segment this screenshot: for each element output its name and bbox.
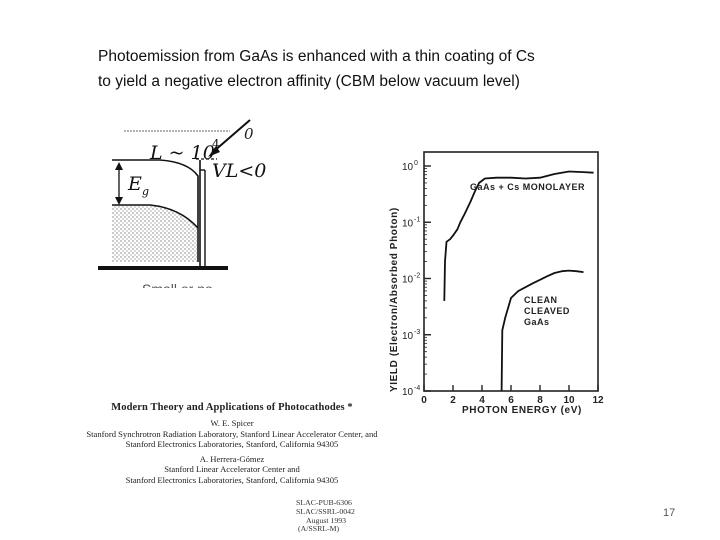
report-number-1: SLAC-PUB-6306: [296, 498, 352, 507]
report-number-2: SLAC/SSRL-0042: [296, 506, 355, 516]
affiliation-2b: Stanford Electronics Laboratories, Stanford, California 94305: [125, 474, 339, 485]
author-1: W. E. Spicer: [210, 418, 254, 428]
y-tick-label-exp: -1: [414, 216, 421, 224]
x-axis-label: PHOTON ENERGY (eV): [462, 405, 582, 416]
length-label: L ~ 10: [150, 142, 215, 164]
series-label-clean-line1: CLEAN: [524, 295, 558, 305]
affiliation-1a: Stanford Synchrotron Radiation Laboratory, Stanford Linear Accelerator Center, and: [86, 428, 378, 439]
y-axis-label: YIELD (Electron/Absorbed Photon): [389, 207, 400, 392]
y-tick-label-base: 10: [402, 387, 414, 398]
report-date: August 1993: [306, 515, 347, 525]
cut-off-label: Small or no: [142, 281, 213, 297]
eg-label-sub: g: [142, 185, 150, 198]
affiliation-1b: Stanford Electronics Laboratories, Stanford, California 94305: [125, 439, 339, 450]
zero-label: 0: [244, 125, 254, 143]
series-label-clean-line3: GaAs: [524, 317, 550, 327]
y-tick-label-exp: 0: [414, 160, 418, 167]
x-tick-label: 4: [479, 395, 485, 406]
affiliation-2a: Stanford Linear Accelerator Center and: [164, 464, 300, 475]
x-tick-label: 10: [563, 395, 575, 406]
report-numbers: [296, 499, 355, 534]
y-tick-label-base: 10: [402, 218, 414, 230]
series-label-cs: GaAs + Cs MONOLAYER: [470, 182, 585, 192]
page-number: 17: [663, 507, 676, 519]
eg-label: E: [128, 173, 142, 195]
x-ticks: [421, 385, 604, 406]
y-ticks: [402, 160, 431, 398]
y-tick-label-exp: -3: [414, 328, 421, 336]
vacuum-level-label: VL<0: [212, 160, 267, 182]
y-tick-label-exp: -4: [414, 385, 421, 392]
paper-title: Modern Theory and Applications of Photocathodes *: [111, 402, 353, 413]
y-tick-label-base: 10: [402, 274, 414, 286]
caption-line-1: Photoemission from GaAs is enhanced with a thin coating of Cs: [98, 48, 535, 65]
x-tick-label: 12: [592, 395, 604, 406]
x-tick-label: 0: [421, 395, 427, 406]
y-tick-label-base: 10: [402, 330, 414, 342]
series-group: [444, 172, 593, 392]
series-label-clean-line2: CLEAVED: [524, 306, 570, 316]
x-tick-label: 6: [508, 395, 514, 406]
report-number-3: (A/SSRL-M): [298, 524, 340, 534]
y-tick-label-base: 10: [402, 162, 414, 173]
y-tick-label-exp: -2: [414, 272, 421, 280]
citation-block: [72, 402, 392, 486]
series-line-clean-gaas: [502, 271, 584, 391]
author-2: A. Herrera-Gómez: [199, 453, 265, 464]
x-tick-label: 2: [450, 395, 456, 406]
length-label-exp: 4: [212, 137, 220, 151]
x-tick-label: 8: [537, 395, 543, 406]
caption-line-2: to yield a negative electron affinity (CBM below vacuum level): [98, 73, 520, 90]
